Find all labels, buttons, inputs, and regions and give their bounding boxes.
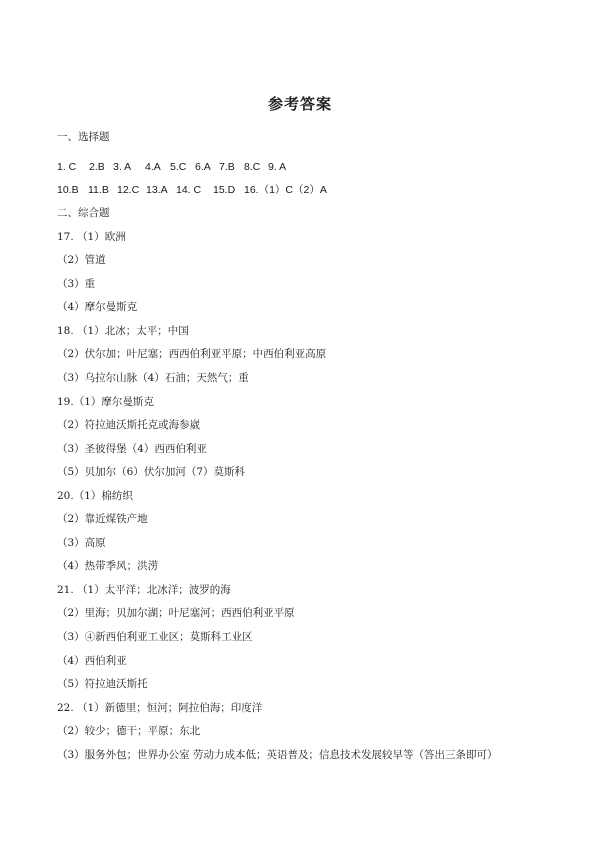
mc-answer: 11.B: [88, 184, 109, 196]
section-heading-comprehensive: 二、综合题: [57, 207, 110, 219]
mc-answer: 8.C: [244, 161, 261, 173]
answer-line: 21. （1）太平洋；北冰洋；波罗的海: [57, 584, 231, 596]
answer-line: （5）贝加尔（6）伏尔加河（7）莫斯科: [57, 466, 246, 478]
answer-line: 19.（1）摩尔曼斯克: [57, 396, 154, 408]
answer-line: 20.（1）棉纺织: [57, 490, 133, 502]
answer-line: （2）伏尔加；叶尼塞；西西伯利亚平原；中西伯利亚高原: [57, 348, 327, 360]
mc-answer: 9. A: [268, 161, 287, 173]
mc-answer: 14. C: [176, 184, 202, 196]
answer-line: （4）热带季风；洪涝: [57, 560, 159, 572]
answer-line: 18. （1）北冰；太平；中国: [57, 325, 189, 337]
mc-answer: 3. A: [113, 161, 132, 173]
answer-line: （5）符拉迪沃斯托: [57, 678, 148, 690]
mc-answer: 4.A: [145, 161, 161, 173]
section-heading-multiple-choice: 一、选择题: [57, 131, 110, 143]
answer-line: （3）乌拉尔山脉（4）石油；天然气；重: [57, 372, 249, 384]
answer-line: （3）重: [57, 278, 96, 290]
answer-line: （3）圣彼得堡（4）西西伯利亚: [57, 443, 207, 455]
mc-answer: 2.B: [89, 161, 105, 173]
mc-answer: 6.A: [195, 161, 211, 173]
answer-line: 17. （1）欧洲: [57, 231, 126, 243]
answer-line: （3）服务外包；世界办公室 劳动力成本低；英语普及；信息技术发展较早等（答出三条即可）: [57, 749, 498, 761]
answer-line: （2）靠近煤铁产地: [57, 513, 148, 525]
answer-line: （4）摩尔曼斯克: [57, 301, 138, 313]
answer-line: （2）里海；贝加尔湖；叶尼塞河；西西伯利亚平原: [57, 607, 295, 619]
mc-answer: 16.（1）C（2）A: [244, 184, 327, 196]
answer-line: （2）较少；德干；平原；东北: [57, 725, 201, 737]
answer-line: （3）④新西伯利亚工业区；莫斯科工业区: [57, 631, 253, 643]
mc-answer: 13.A: [146, 184, 168, 196]
mc-answer: 10.B: [57, 184, 79, 196]
answer-line: （3）高原: [57, 537, 106, 549]
mc-answer: 7.B: [219, 161, 235, 173]
answer-line: （4）西伯利亚: [57, 655, 127, 667]
answer-line: （2）符拉迪沃斯托克或海参崴: [57, 419, 201, 431]
page-title: 参考答案: [267, 95, 332, 113]
mc-answer: 1. C: [57, 161, 77, 173]
mc-answer: 12.C: [117, 184, 140, 196]
answer-line: （2）管道: [57, 254, 106, 266]
mc-answer: 5.C: [170, 161, 187, 173]
mc-answer: 15.D: [213, 184, 236, 196]
answer-line: 22. （1）新德里；恒河；阿拉伯海；印度洋: [57, 702, 263, 714]
